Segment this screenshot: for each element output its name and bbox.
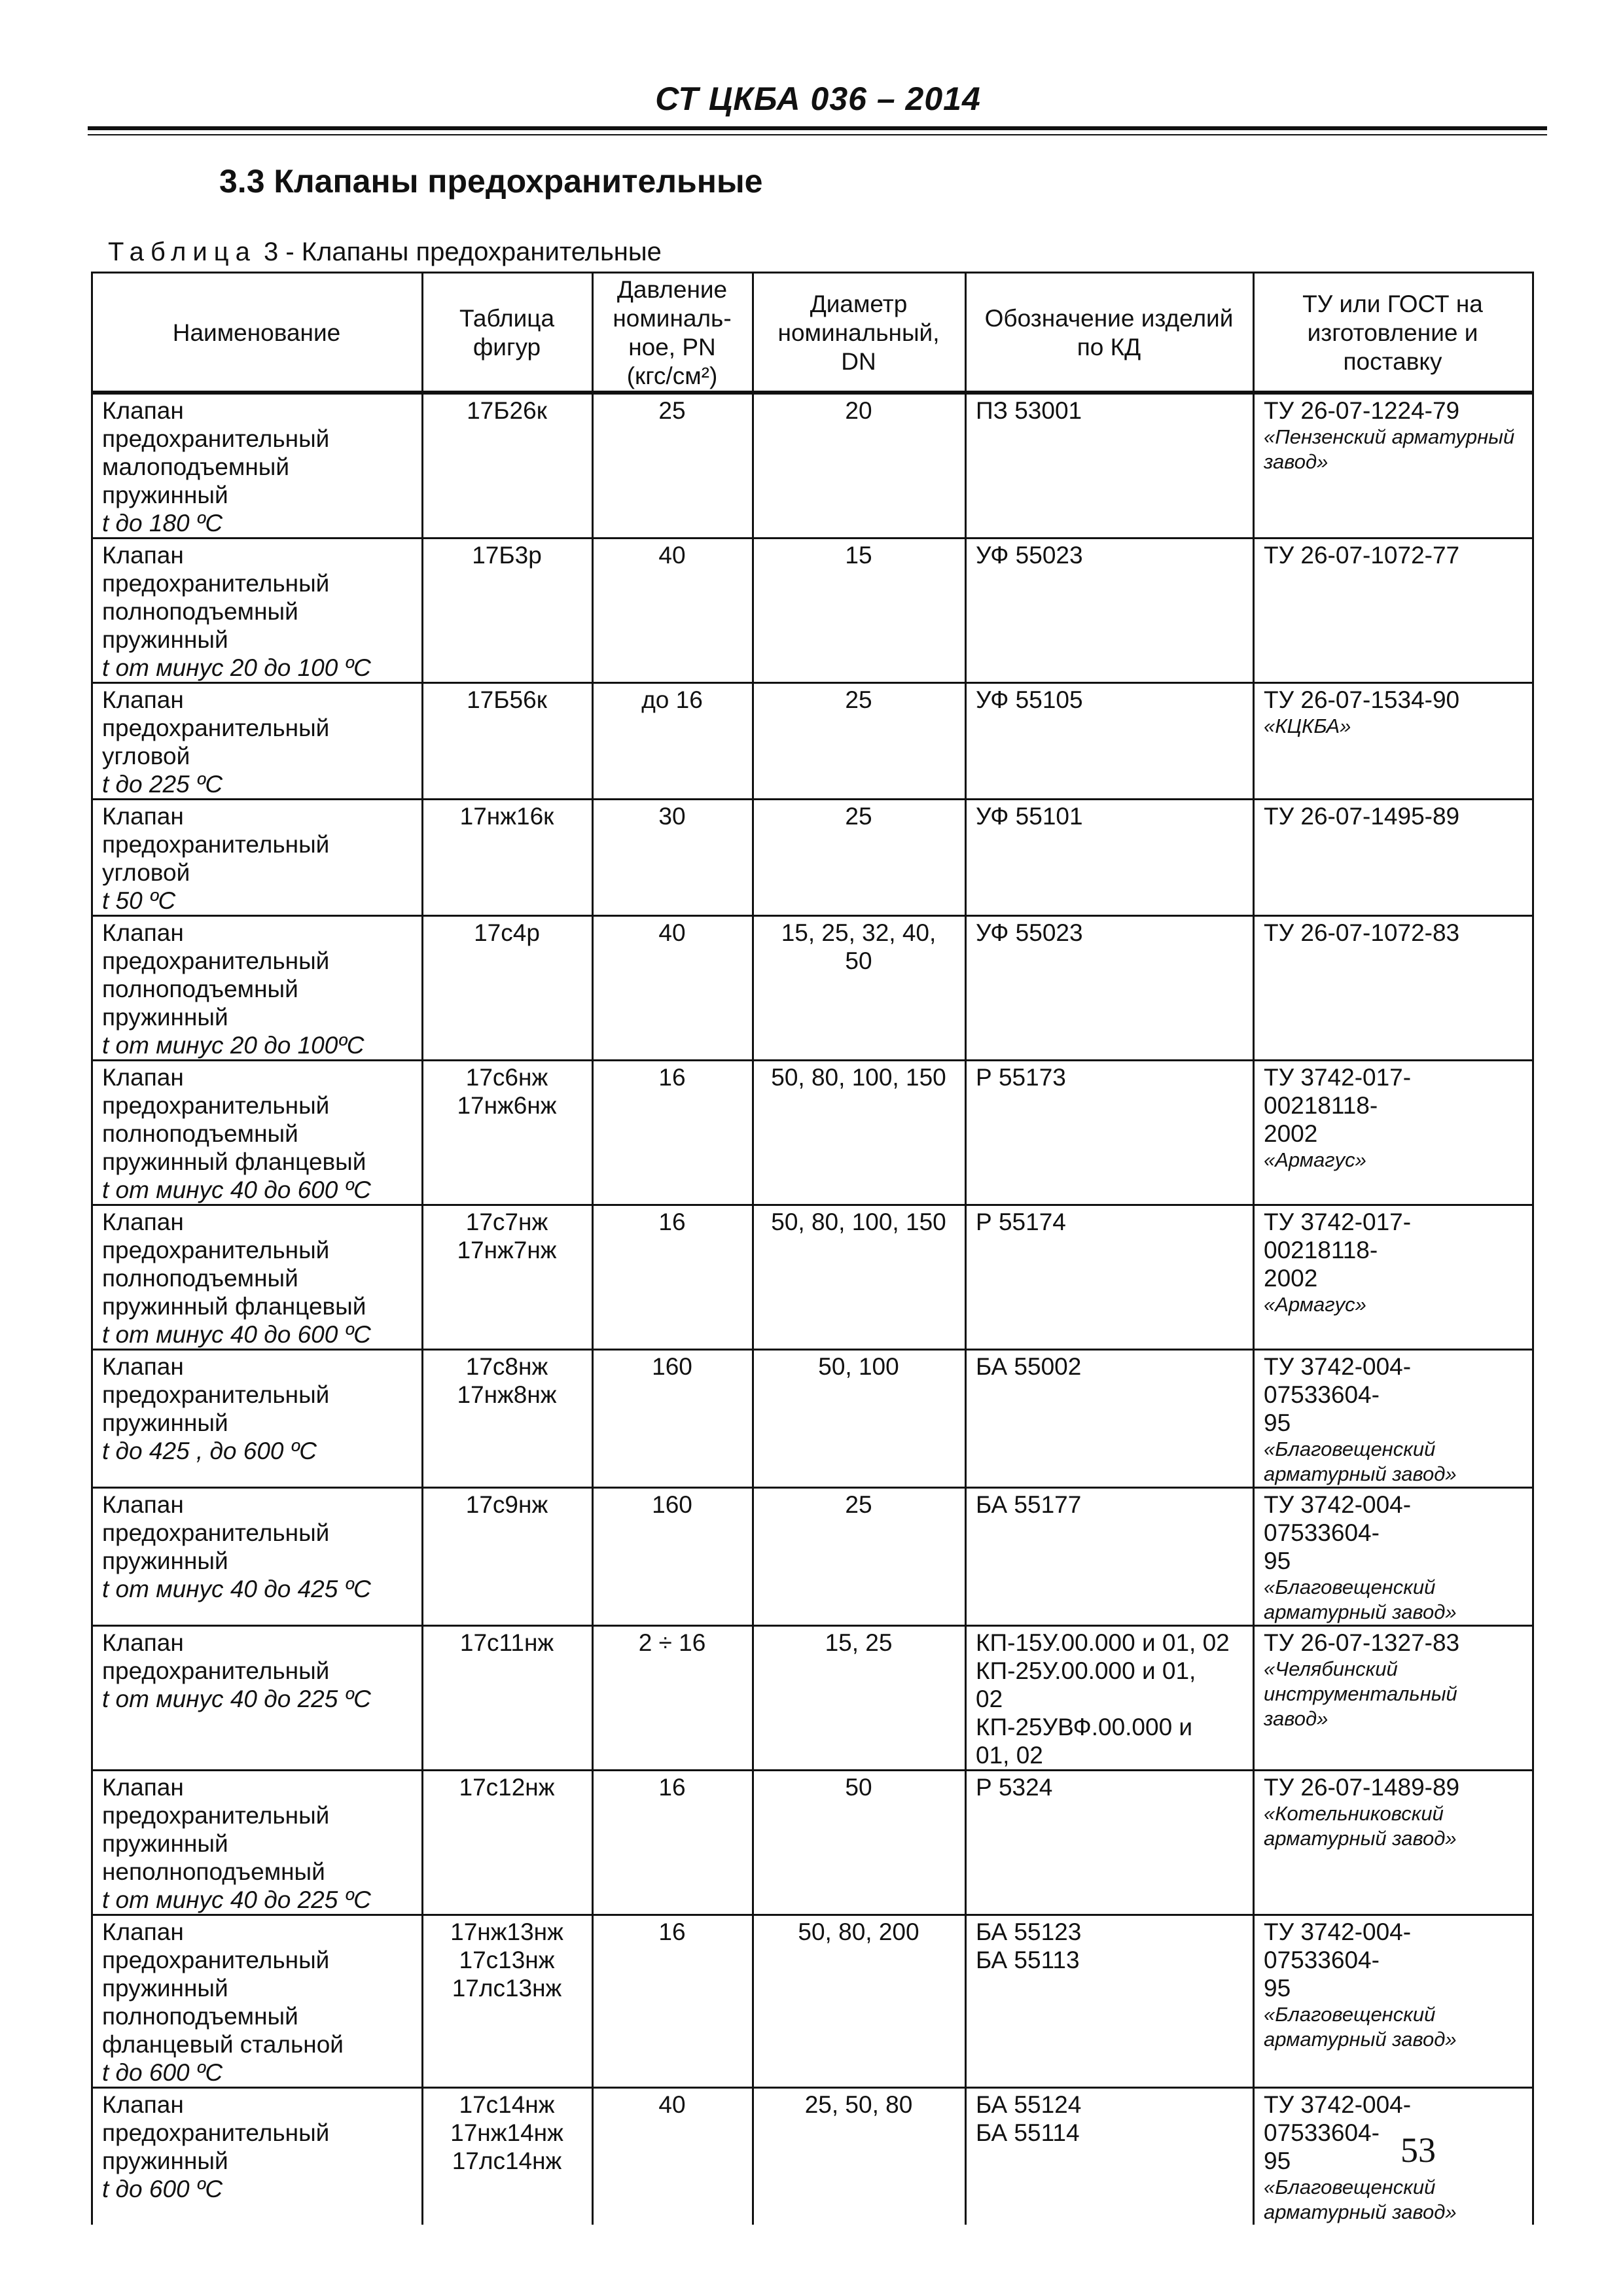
cell-fig — [423, 1350, 593, 1488]
cell-fig-line: 17с8нж — [465, 1353, 548, 1380]
cell-dn — [753, 2088, 966, 2225]
cell-name-line: Клапан — [102, 919, 184, 946]
table-header-row — [92, 273, 1533, 393]
header-tu-line: ТУ или ГОСТ на — [1302, 291, 1483, 317]
cell-fig-line: 17с9нж — [465, 1491, 548, 1518]
cell-tu — [1254, 2088, 1533, 2225]
header-dn — [753, 273, 966, 393]
cell-name-line: пружинный — [102, 1830, 228, 1857]
cell-name-line: пружинный — [102, 1004, 228, 1031]
cell-dn — [753, 1488, 966, 1626]
cell-tu — [1254, 1771, 1533, 1915]
cell-kd — [966, 1205, 1254, 1350]
cell-kd — [966, 1488, 1254, 1626]
cell-dn-line: 25 — [845, 686, 872, 713]
cell-fig-line: 17с13нж — [459, 1947, 555, 1973]
cell-pn-value: 40 — [658, 919, 686, 946]
cell-kd-line: УФ 55023 — [976, 919, 1083, 946]
cell-name-line: Клапан — [102, 1491, 184, 1518]
cell-temperature: t от минус 40 до 600 ºC — [102, 1321, 371, 1348]
cell-pn — [593, 539, 753, 683]
header-tu-line: поставку — [1343, 348, 1442, 375]
cell-fig — [423, 2088, 593, 2225]
page-number: 53 — [1400, 2130, 1436, 2170]
cell-fig-line: 17нж8нж — [457, 1381, 557, 1408]
cell-fig-line: 17лс13нж — [452, 1975, 562, 2002]
cell-name — [92, 1626, 423, 1771]
cell-temperature: t до 425 , до 600 ºC — [102, 1438, 317, 1464]
header-fig — [423, 273, 593, 393]
cell-kd — [966, 2088, 1254, 2225]
cell-pn-value: 25 — [658, 397, 686, 424]
cell-tu-line: ТУ 26-07-1327-83 — [1264, 1629, 1460, 1656]
cell-name-line: Клапан — [102, 1064, 184, 1091]
cell-maker-line: «Благовещенский — [1264, 2176, 1436, 2199]
cell-temperature: t от минус 40 до 225 ºC — [102, 1686, 371, 1712]
document-code: СТ ЦКБА 036 – 2014 — [655, 80, 981, 117]
cell-kd-line: БА 55113 — [976, 1947, 1080, 1973]
header-pn — [593, 273, 753, 393]
table-row — [92, 1771, 1533, 1915]
cell-fig-line: 17Б3р — [472, 542, 542, 569]
cell-tu — [1254, 916, 1533, 1061]
cell-temperature: t 50 ºC — [102, 887, 176, 914]
cell-dn — [753, 393, 966, 539]
cell-tu — [1254, 1350, 1533, 1488]
cell-fig-line: 17Б56к — [467, 686, 547, 713]
cell-name-line: Клапан — [102, 1918, 184, 1945]
cell-name-line: Клапан — [102, 542, 184, 569]
header-tu-line: изготовление и — [1307, 319, 1478, 346]
cell-fig — [423, 916, 593, 1061]
cell-name — [92, 683, 423, 800]
cell-fig-line: 17с14нж — [459, 2091, 555, 2118]
cell-tu-line: ТУ 26-07-1489-89 — [1264, 1774, 1460, 1801]
cell-kd — [966, 1915, 1254, 2088]
cell-name-line: пружинный фланцевый — [102, 1148, 366, 1175]
cell-maker-line: «КЦКБА» — [1264, 715, 1351, 737]
cell-temperature: t до 600 ºC — [102, 2176, 223, 2202]
cell-tu-line: ТУ 26-07-1495-89 — [1264, 803, 1460, 830]
cell-fig-line: 17с7нж — [465, 1209, 548, 1235]
cell-pn-value: 40 — [658, 542, 686, 569]
cell-temperature: t до 600 ºC — [102, 2059, 223, 2086]
cell-kd-line: УФ 55105 — [976, 686, 1083, 713]
cell-temperature: t от минус 40 до 225 ºC — [102, 1886, 371, 1913]
cell-dn-line: 50, 100 — [818, 1353, 899, 1380]
cell-fig-line: 17Б26к — [467, 397, 547, 424]
cell-fig-line: 17нж7нж — [457, 1237, 557, 1263]
cell-name-line: полноподъемный — [102, 1265, 298, 1292]
header-kd-line: по КД — [1077, 334, 1141, 361]
cell-name — [92, 1061, 423, 1205]
cell-name — [92, 539, 423, 683]
cell-name-line: угловой — [102, 859, 190, 886]
cell-name-line: полноподъемный — [102, 598, 298, 625]
header-fig-line: фигур — [473, 334, 541, 361]
cell-pn — [593, 1771, 753, 1915]
cell-name-line: предохранительный — [102, 1802, 330, 1829]
cell-name-line: Клапан — [102, 686, 184, 713]
cell-name-line: предохранительный — [102, 570, 330, 597]
cell-kd-line: КП-25У.00.000 и 01, — [976, 1657, 1196, 1684]
cell-dn-line: 50, 80, 200 — [798, 1918, 919, 1945]
cell-name — [92, 1350, 423, 1488]
cell-pn — [593, 2088, 753, 2225]
cell-name — [92, 393, 423, 539]
header-rule — [88, 126, 1547, 130]
cell-maker-line: «Армагус» — [1264, 1293, 1366, 1316]
cell-tu — [1254, 539, 1533, 683]
cell-dn — [753, 1350, 966, 1488]
cell-name-line: предохранительный — [102, 1092, 330, 1119]
cell-dn-line: 25, 50, 80 — [804, 2091, 913, 2118]
cell-name-line: Клапан — [102, 1774, 184, 1801]
cell-name-line: Клапан — [102, 397, 184, 424]
cell-temperature: t до 180 ºC — [102, 510, 223, 537]
cell-tu-line: 95 — [1264, 1409, 1291, 1436]
cell-tu-line: ТУ 3742-004-07533604- — [1264, 1918, 1412, 1973]
cell-dn — [753, 1061, 966, 1205]
cell-tu-line: ТУ 3742-017-00218118- — [1264, 1064, 1412, 1119]
cell-pn-value: 16 — [658, 1209, 686, 1235]
cell-fig — [423, 683, 593, 800]
header-dn-line: Диаметр — [810, 291, 908, 317]
cell-fig-line: 17с6нж — [465, 1064, 548, 1091]
table-caption-text: 3 - Клапаны предохранительные — [256, 238, 662, 266]
cell-pn-value: 16 — [658, 1064, 686, 1091]
cell-pn-value: 160 — [652, 1491, 692, 1518]
cell-name-line: полноподъемный — [102, 976, 298, 1002]
cell-name-line: фланцевый стальной — [102, 2031, 344, 2058]
table-row — [92, 1915, 1533, 2088]
header-dn-line: номинальный, — [777, 319, 940, 346]
cell-name-line: предохранительный — [102, 831, 330, 858]
cell-pn-value: 40 — [658, 2091, 686, 2118]
cell-fig — [423, 800, 593, 916]
cell-dn-line: 50, 80, 100, 150 — [771, 1209, 946, 1235]
header-kd-line: Обозначение изделий — [984, 305, 1234, 332]
header-name: Наименование — [92, 273, 423, 393]
header-pn-line: ное, PN — [628, 334, 716, 361]
cell-kd — [966, 800, 1254, 916]
cell-name-line: предохранительный — [102, 1947, 330, 1973]
cell-fig — [423, 1205, 593, 1350]
cell-pn — [593, 393, 753, 539]
cell-kd-line: Р 55174 — [976, 1209, 1066, 1235]
cell-name-line: Клапан — [102, 2091, 184, 2118]
cell-tu-line: 2002 — [1264, 1120, 1318, 1147]
cell-name-line: малоподъемный — [102, 453, 290, 480]
header-pn-line: номиналь- — [613, 305, 732, 332]
cell-tu — [1254, 1626, 1533, 1771]
cell-dn-line: 20 — [845, 397, 872, 424]
cell-name — [92, 916, 423, 1061]
cell-fig-line: 17нж6нж — [457, 1092, 557, 1119]
cell-name-line: предохранительный — [102, 1381, 330, 1408]
cell-tu — [1254, 683, 1533, 800]
cell-name-line: предохранительный — [102, 947, 330, 974]
cell-dn-line: 25 — [845, 803, 872, 830]
cell-fig-line: 17с12нж — [459, 1774, 555, 1801]
cell-name-line: Клапан — [102, 803, 184, 830]
cell-tu-line: 95 — [1264, 1975, 1291, 2002]
cell-name-line: пружинный — [102, 1975, 228, 2002]
cell-temperature: t от минус 20 до 100ºC — [102, 1032, 365, 1059]
cell-kd-line: УФ 55023 — [976, 542, 1083, 569]
table-caption — [108, 238, 662, 267]
cell-pn — [593, 1205, 753, 1350]
cell-tu-line: 95 — [1264, 1547, 1291, 1574]
header-pn-line: Давление — [616, 276, 728, 303]
cell-kd-line: КП-15У.00.000 и 01, 02 — [976, 1629, 1230, 1656]
cell-name-line: пружинный — [102, 1547, 228, 1574]
cell-name-line: предохранительный — [102, 715, 330, 741]
cell-tu — [1254, 1205, 1533, 1350]
cell-tu-line: ТУ 3742-017-00218118- — [1264, 1209, 1412, 1263]
table-body — [92, 393, 1533, 2225]
cell-dn-line: 15, 25, 32, 40, — [781, 919, 936, 946]
cell-tu-line: ТУ 26-07-1224-79 — [1264, 397, 1460, 424]
cell-name-line: Клапан — [102, 1353, 184, 1380]
cell-name-line: пружинный фланцевый — [102, 1293, 366, 1320]
cell-dn — [753, 539, 966, 683]
table-row — [92, 916, 1533, 1061]
cell-pn-value: 16 — [658, 1918, 686, 1945]
cell-pn-value: 30 — [658, 803, 686, 830]
cell-name-line: пружинный — [102, 626, 228, 653]
cell-temperature: t до 225 ºC — [102, 771, 223, 798]
cell-fig-line: 17лс14нж — [452, 2147, 562, 2174]
table-row — [92, 683, 1533, 800]
cell-maker-line: арматурный завод» — [1264, 2028, 1457, 2051]
cell-pn — [593, 1061, 753, 1205]
cell-name — [92, 2088, 423, 2225]
cell-fig — [423, 539, 593, 683]
cell-fig — [423, 393, 593, 539]
cell-maker-line: «Благовещенский — [1264, 1438, 1436, 1460]
header-pn-line: (кгс/см²) — [626, 362, 718, 389]
table-row — [92, 539, 1533, 683]
header-tu — [1254, 273, 1533, 393]
cell-name-line: пружинный — [102, 1409, 228, 1436]
cell-name — [92, 800, 423, 916]
cell-kd — [966, 393, 1254, 539]
cell-maker-line: арматурный завод» — [1264, 1462, 1457, 1485]
cell-dn — [753, 1626, 966, 1771]
cell-tu — [1254, 800, 1533, 916]
cell-maker-line: завод» — [1264, 1707, 1329, 1730]
cell-tu — [1254, 1488, 1533, 1626]
table-row — [92, 2088, 1533, 2225]
cell-maker-line: «Армагус» — [1264, 1148, 1366, 1171]
cell-name-line: пружинный — [102, 2147, 228, 2174]
table-row — [92, 1205, 1533, 1350]
cell-temperature: t от минус 40 до 425 ºC — [102, 1576, 371, 1602]
header-dn-line: DN — [841, 348, 876, 375]
cell-pn — [593, 1915, 753, 2088]
cell-kd-line: 01, 02 — [976, 1742, 1043, 1769]
cell-kd-line: 02 — [976, 1686, 1003, 1712]
cell-pn — [593, 916, 753, 1061]
cell-tu-line: 2002 — [1264, 1265, 1318, 1292]
header-kd — [966, 273, 1254, 393]
table-row — [92, 1488, 1533, 1626]
cell-name-line: предохранительный — [102, 2119, 330, 2146]
cell-maker-line: «Благовещенский — [1264, 2003, 1436, 2026]
cell-maker-line: «Благовещенский — [1264, 1576, 1436, 1598]
table-row — [92, 1626, 1533, 1771]
cell-maker-line: арматурный завод» — [1264, 1827, 1457, 1850]
cell-name-line: предохранительный — [102, 1657, 330, 1684]
cell-kd-line: УФ 55101 — [976, 803, 1083, 830]
cell-fig-line: 17нж14нж — [450, 2119, 563, 2146]
cell-maker-line: «Челябинский — [1264, 1657, 1398, 1680]
cell-name — [92, 1205, 423, 1350]
cell-fig-line: 17нж13нж — [450, 1918, 563, 1945]
cell-name — [92, 1771, 423, 1915]
cell-dn-line: 15, 25 — [825, 1629, 893, 1656]
cell-temperature: t от минус 20 до 100 ºC — [102, 654, 371, 681]
cell-dn — [753, 683, 966, 800]
cell-name-line: предохранительный — [102, 425, 330, 452]
cell-name-line: пружинный — [102, 482, 228, 508]
cell-kd — [966, 916, 1254, 1061]
cell-kd — [966, 539, 1254, 683]
cell-kd — [966, 683, 1254, 800]
valves-table — [91, 272, 1534, 2225]
table-row — [92, 1061, 1533, 1205]
section-title: 3.3 Клапаны предохранительные — [219, 163, 763, 200]
cell-dn — [753, 1915, 966, 2088]
cell-kd-line: Р 55173 — [976, 1064, 1066, 1091]
cell-kd-line: БА 55124 — [976, 2091, 1082, 2118]
cell-tu-line: ТУ 26-07-1534-90 — [1264, 686, 1460, 713]
cell-kd-line: БА 55177 — [976, 1491, 1082, 1518]
cell-name-line: Клапан — [102, 1209, 184, 1235]
cell-name-line: предохранительный — [102, 1519, 330, 1546]
cell-tu — [1254, 1915, 1533, 2088]
header-fig-line: Таблица — [459, 305, 555, 332]
cell-pn-value: 160 — [652, 1353, 692, 1380]
cell-kd-line: КП-25УВФ.00.000 и — [976, 1714, 1193, 1740]
cell-dn — [753, 916, 966, 1061]
cell-fig — [423, 1915, 593, 2088]
table-row — [92, 800, 1533, 916]
cell-tu-line: ТУ 3742-004-07533604- — [1264, 2091, 1412, 2146]
cell-maker-line: арматурный завод» — [1264, 2200, 1457, 2223]
cell-fig-line: 17с11нж — [459, 1629, 554, 1656]
cell-name-line: полноподъемный — [102, 1120, 298, 1147]
cell-tu — [1254, 1061, 1533, 1205]
cell-maker-line: завод» — [1264, 450, 1329, 473]
cell-pn — [593, 683, 753, 800]
cell-fig — [423, 1488, 593, 1626]
cell-pn-value: до 16 — [641, 686, 703, 713]
cell-dn-line: 25 — [845, 1491, 872, 1518]
cell-kd-line: БА 55114 — [976, 2119, 1080, 2146]
cell-kd — [966, 1626, 1254, 1771]
cell-fig-line: 17нж16к — [459, 803, 554, 830]
cell-kd — [966, 1350, 1254, 1488]
cell-dn-line: 15 — [845, 542, 872, 569]
cell-tu-line: 95 — [1264, 2147, 1291, 2174]
cell-dn — [753, 800, 966, 916]
cell-pn-value: 2 ÷ 16 — [638, 1629, 706, 1656]
cell-dn-line: 50 — [845, 947, 872, 974]
cell-maker-line: «Пензенский арматурный — [1264, 425, 1515, 448]
cell-pn — [593, 1626, 753, 1771]
cell-name-line: угловой — [102, 743, 190, 769]
cell-tu-line: ТУ 3742-004-07533604- — [1264, 1491, 1412, 1546]
cell-fig — [423, 1626, 593, 1771]
table-caption-prefix: Таблица — [108, 238, 257, 266]
cell-pn — [593, 800, 753, 916]
cell-fig-line: 17с4р — [474, 919, 540, 946]
cell-maker-line: инструментальный — [1264, 1682, 1457, 1705]
cell-dn-line: 50 — [845, 1774, 872, 1801]
cell-kd — [966, 1771, 1254, 1915]
cell-kd-line: ПЗ 53001 — [976, 397, 1082, 424]
cell-name-line: Клапан — [102, 1629, 184, 1656]
cell-tu-line: ТУ 26-07-1072-77 — [1264, 542, 1460, 569]
cell-kd — [966, 1061, 1254, 1205]
cell-kd-line: БА 55002 — [976, 1353, 1082, 1380]
cell-tu-line: ТУ 3742-004-07533604- — [1264, 1353, 1412, 1408]
cell-tu-line: ТУ 26-07-1072-83 — [1264, 919, 1460, 946]
cell-maker-line: арматурный завод» — [1264, 1600, 1457, 1623]
table-row — [92, 1350, 1533, 1488]
cell-name — [92, 1915, 423, 2088]
cell-kd-line: БА 55123 — [976, 1918, 1082, 1945]
cell-name-line: неполноподъемный — [102, 1858, 325, 1885]
cell-kd-line: Р 5324 — [976, 1774, 1053, 1801]
cell-maker-line: «Котельниковский — [1264, 1802, 1444, 1825]
cell-pn-value: 16 — [658, 1774, 686, 1801]
cell-tu — [1254, 393, 1533, 539]
cell-dn — [753, 1771, 966, 1915]
header-rule-thin — [88, 134, 1547, 135]
table-row — [92, 393, 1533, 539]
cell-pn — [593, 1488, 753, 1626]
cell-name — [92, 1488, 423, 1626]
cell-fig — [423, 1061, 593, 1205]
cell-name-line: полноподъемный — [102, 2003, 298, 2030]
cell-name-line: предохранительный — [102, 1237, 330, 1263]
cell-fig — [423, 1771, 593, 1915]
cell-dn — [753, 1205, 966, 1350]
cell-temperature: t от минус 40 до 600 ºC — [102, 1176, 371, 1203]
cell-dn-line: 50, 80, 100, 150 — [771, 1064, 946, 1091]
cell-pn — [593, 1350, 753, 1488]
